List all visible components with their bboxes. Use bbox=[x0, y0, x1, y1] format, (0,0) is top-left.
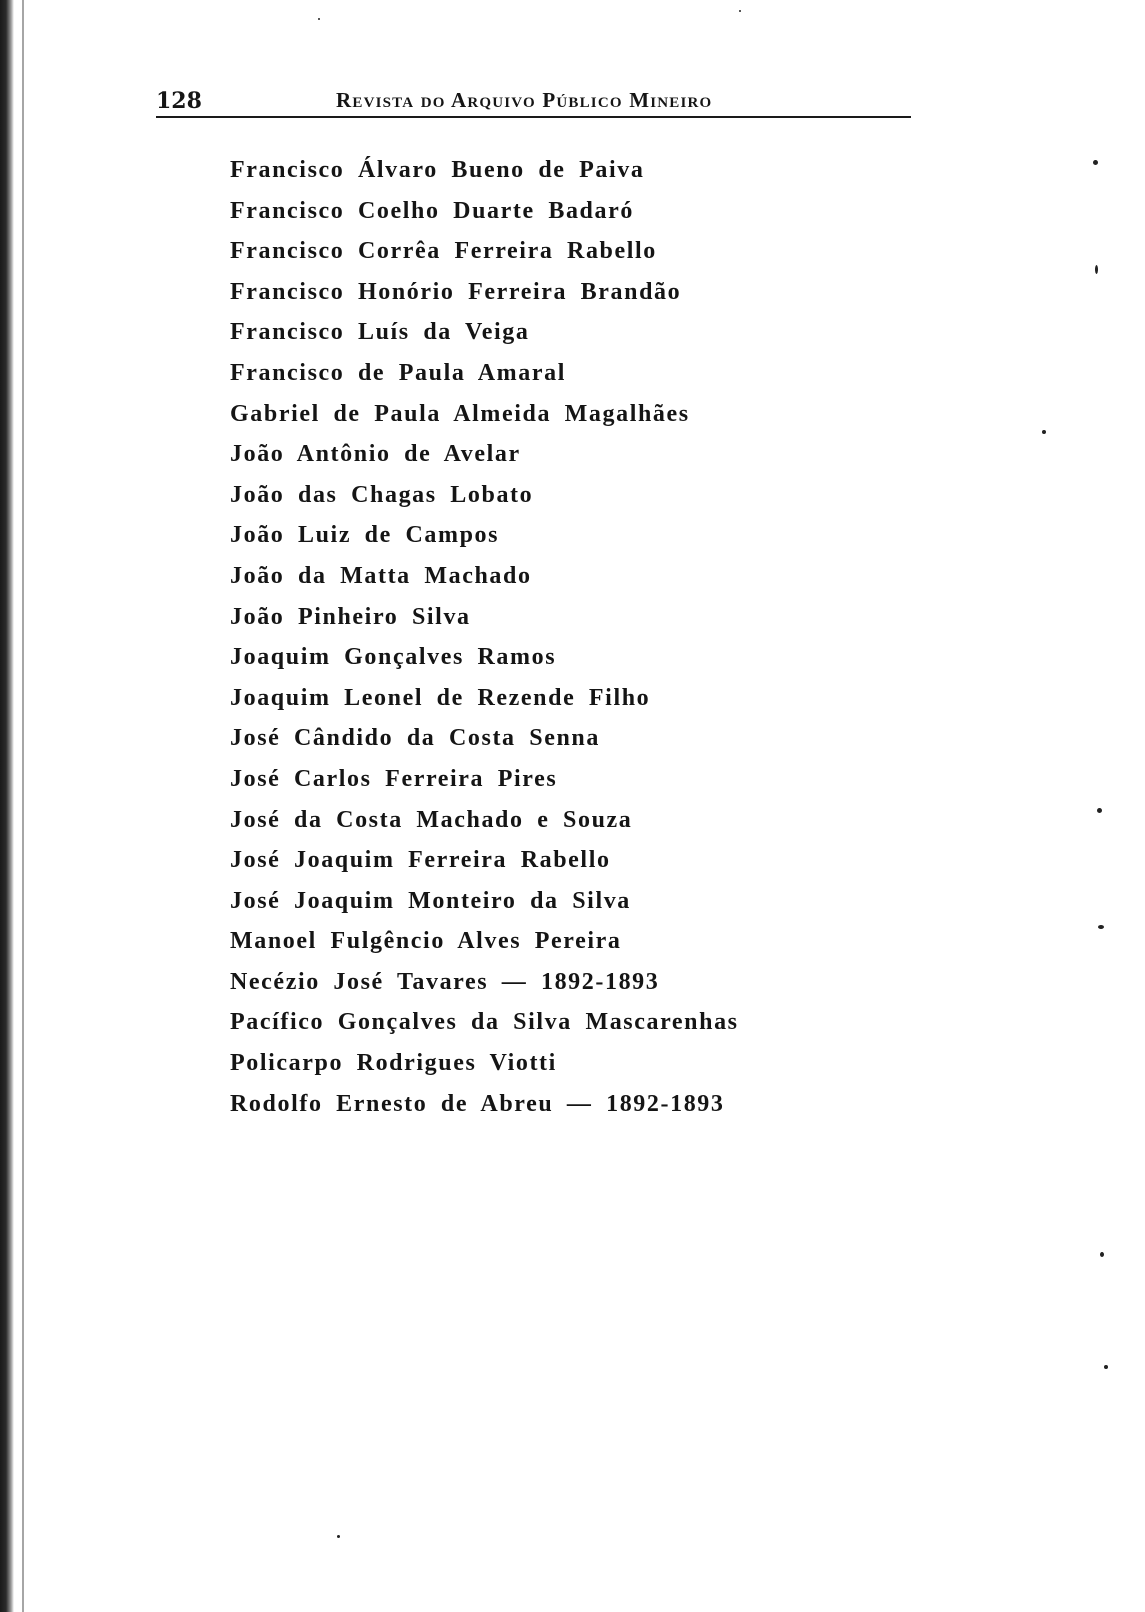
list-item: João da Matta Machado bbox=[230, 562, 532, 589]
list-item: João Luiz de Campos bbox=[230, 522, 500, 549]
list-item: José Carlos Ferreira Pires bbox=[230, 765, 558, 792]
list-item: José Joaquim Ferreira Rabello bbox=[230, 847, 611, 874]
page-binding-edge bbox=[0, 0, 14, 1612]
running-title: Revista do Arquivo Público Mineiro bbox=[336, 88, 713, 112]
scan-speck bbox=[739, 10, 741, 12]
list-item: Rodolfo Ernesto de Abreu — 1892-1893 bbox=[230, 1090, 725, 1117]
list-item: Necézio José Tavares — 1892-1893 bbox=[230, 968, 660, 995]
scan-speck bbox=[1098, 925, 1104, 929]
list-item: Francisco Álvaro Bueno de Paiva bbox=[230, 157, 645, 183]
header-rule bbox=[156, 116, 911, 118]
list-item: José Cândido da Costa Senna bbox=[230, 725, 600, 752]
scan-speck bbox=[1042, 430, 1046, 434]
list-item: João Pinheiro Silva bbox=[230, 603, 471, 630]
scan-speck bbox=[1097, 808, 1102, 813]
list-item: Francisco Luís da Veiga bbox=[230, 319, 530, 346]
scan-speck bbox=[1095, 265, 1098, 274]
list-item: Gabriel de Paula Almeida Magalhães bbox=[230, 400, 690, 427]
list-item: Francisco de Paula Amaral bbox=[230, 359, 566, 386]
list-item: Francisco Honório Ferreira Brandão bbox=[230, 278, 682, 305]
running-header bbox=[156, 84, 911, 118]
list-item: José da Costa Machado e Souza bbox=[230, 806, 633, 833]
page-number: 128 bbox=[156, 88, 202, 114]
list-item: Pacífico Gonçalves da Silva Mascarenhas bbox=[230, 1009, 739, 1036]
page-binding-shadow bbox=[22, 0, 24, 1612]
list-item: Francisco Coelho Duarte Badaró bbox=[230, 197, 634, 224]
scan-speck bbox=[1093, 160, 1098, 165]
list-item: João das Chagas Lobato bbox=[230, 481, 534, 508]
list-item: Manoel Fulgêncio Alves Pereira bbox=[230, 928, 622, 955]
list-item: Joaquim Gonçalves Ramos bbox=[230, 644, 557, 671]
scan-speck bbox=[1104, 1365, 1108, 1369]
list-item: Policarpo Rodrigues Viotti bbox=[230, 1050, 557, 1077]
scan-speck bbox=[1100, 1252, 1104, 1257]
scan-speck bbox=[318, 18, 320, 20]
list-item: José Joaquim Monteiro da Silva bbox=[230, 887, 631, 914]
list-item: Joaquim Leonel de Rezende Filho bbox=[230, 684, 651, 711]
list-item: Francisco Corrêa Ferreira Rabello bbox=[230, 238, 657, 265]
name-list bbox=[230, 150, 739, 1124]
scan-speck bbox=[337, 1535, 340, 1538]
list-item: João Antônio de Avelar bbox=[230, 441, 521, 468]
